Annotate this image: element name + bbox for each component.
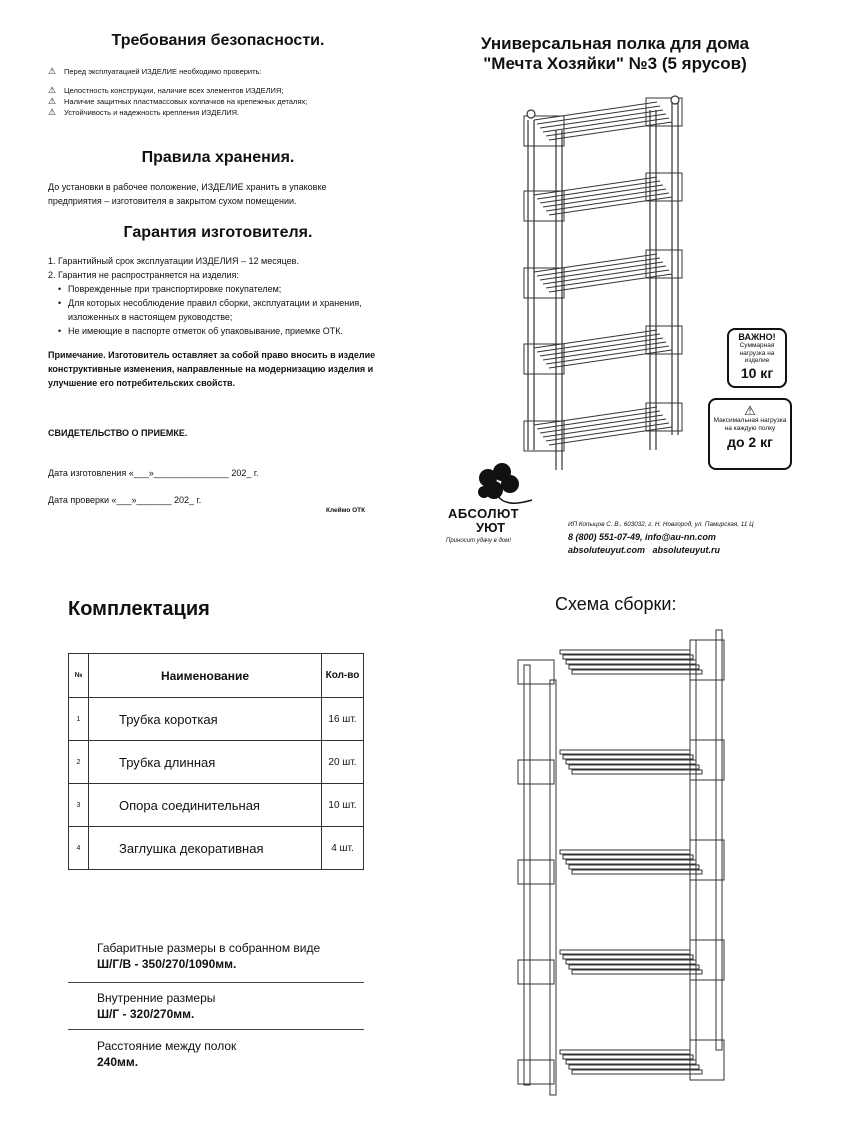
manufacture-date-field: Дата изготовления «___»_______________ 202_ г. bbox=[48, 468, 259, 478]
warranty-bullets bbox=[48, 282, 378, 338]
safety-title: Требования безопасности. bbox=[111, 32, 325, 49]
tube bbox=[524, 665, 530, 1085]
certificate-title: СВИДЕТЕЛЬСТВО О ПРИЕМКЕ. bbox=[48, 428, 188, 438]
kit-title: Комплектация bbox=[68, 598, 210, 620]
warranty-note: Примечание. Изготовитель оставляет за собой право вносить в изделие конструктивные изменения, направленные на модернизацию изделия и улучшение его потребительских свойств. bbox=[48, 350, 376, 388]
product-title: Универсальная полка для дома "Мечта Хозяйки" №3 (5 ярусов) bbox=[480, 34, 750, 73]
tube bbox=[690, 640, 696, 1060]
brand-logo: АБСОЛЮТ УЮТ Приносит удачу в дом! bbox=[446, 460, 558, 556]
check-date-field: Дата проверки «___»_______ 202_ г. bbox=[48, 495, 202, 505]
table-row: 4 Заглушка декоративная 4 шт. bbox=[69, 827, 364, 870]
safety-intro: ⚠ Перед эксплуатацией ИЗДЕЛИЕ необходимо проверить: bbox=[48, 66, 262, 76]
assembly-tier bbox=[518, 740, 724, 784]
shelf-tier bbox=[524, 403, 682, 451]
warning-icon: ⚠ bbox=[48, 85, 57, 95]
storage-title: Правила хранения. bbox=[141, 149, 295, 166]
warranty-list bbox=[48, 254, 378, 338]
storage-text: До установки в рабочее положение, ИЗДЕЛИЕ хранить в упаковке предприятия – изготовителя в закрытом сухом помещении. bbox=[48, 182, 327, 206]
table-row: 3 Опора соединительная 10 шт. bbox=[69, 784, 364, 827]
divider bbox=[68, 982, 364, 983]
warning-icon: ⚠ bbox=[48, 96, 57, 106]
kit-table bbox=[68, 653, 364, 870]
assembly-title: Схема сборки: bbox=[555, 594, 677, 614]
assembly-tier bbox=[518, 640, 724, 684]
assembly-tier bbox=[518, 840, 724, 884]
tube bbox=[550, 680, 556, 1095]
important-badge: ВАЖНО! Суммарная нагрузка на изделие 10 кг bbox=[727, 328, 787, 388]
warning-icon: ⚠ bbox=[48, 107, 57, 117]
shelf-tier bbox=[524, 250, 682, 298]
warranty-item: 2. Гарантия не распространяется на изделия: bbox=[48, 270, 239, 280]
warranty-title: Гарантия изготовителя. bbox=[123, 224, 313, 241]
warning-icon: ⚠ bbox=[744, 403, 756, 418]
clover-icon bbox=[446, 460, 558, 512]
assembly-diagram bbox=[510, 620, 750, 1100]
divider bbox=[68, 1029, 364, 1030]
shelf-tier bbox=[524, 98, 682, 146]
safety-item: ⚠ Целостность конструкции, наличие всех элементов ИЗДЕЛИЯ; bbox=[48, 85, 284, 95]
warranty-item: 1. Гарантийный срок эксплуатации ИЗДЕЛИЯ – 12 месяцев. bbox=[48, 256, 299, 266]
table-row: 1 Трубка короткая 16 шт. bbox=[69, 698, 364, 741]
assembly-tier bbox=[518, 1040, 724, 1084]
list-item: • Для которых несоблюдение правил сборки, эксплуатации и хранения, изложенных в настоящем руководстве; bbox=[56, 296, 378, 324]
table-header-row: № Наименование Кол-во bbox=[69, 654, 364, 698]
otk-stamp-label: Клеймо ОТК bbox=[326, 507, 366, 514]
shelf-tier bbox=[524, 173, 682, 221]
dimensions-shelf-gap: Расстояние между полок 240мм. bbox=[97, 1039, 237, 1069]
shelf-tier bbox=[524, 326, 682, 374]
dimensions-inner: Внутренние размеры Ш/Г - 320/270мм. bbox=[97, 991, 216, 1021]
dimensions-overall: Габаритные размеры в собранном виде Ш/Г/В - 350/270/1090мм. bbox=[97, 941, 321, 971]
list-item: • Поврежденные при транспортировке покупателем; bbox=[56, 282, 378, 296]
safety-item: ⚠ Устойчивость и надежность крепления ИЗДЕЛИЯ. bbox=[48, 107, 240, 117]
table-row: 2 Трубка длинная 20 шт. bbox=[69, 741, 364, 784]
shelf-illustration bbox=[520, 90, 700, 475]
max-load-badge: ⚠ Максимальная нагрузка на каждую полку до 2 кг bbox=[708, 398, 792, 470]
safety-list bbox=[48, 66, 378, 118]
assembly-tier bbox=[518, 940, 724, 984]
list-item: • Не имеющие в паспорте отметок об упаковывание, приемке ОТК. bbox=[56, 324, 378, 338]
warning-icon: ⚠ bbox=[48, 66, 57, 76]
safety-item: ⚠ Наличие защитных пластмассовых колпачков на крепежных деталях; bbox=[48, 96, 308, 106]
company-info: ИП Копыцов С. В., 603032, г. Н. Новгород, ул. Памирская, 11 Ц 8 (800) 551-07-49, info@au-nn.com absoluteuyut.com absoluteuyut.ru bbox=[568, 521, 754, 555]
